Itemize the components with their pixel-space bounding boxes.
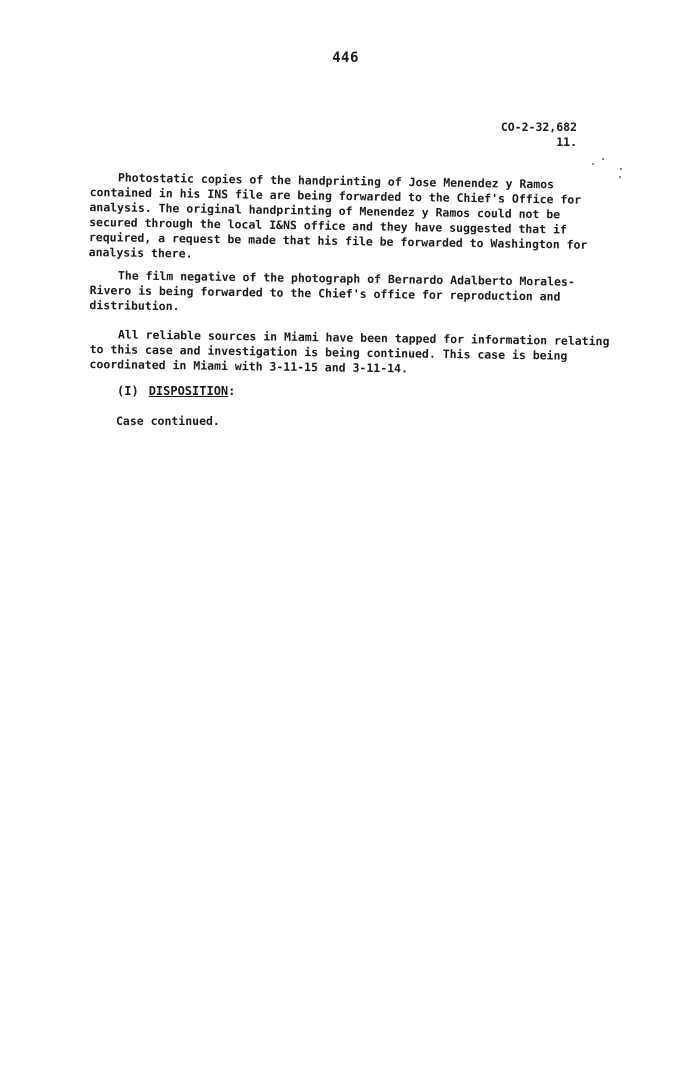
paragraph-film-negative: [89, 268, 610, 320]
scan-speck: [619, 176, 621, 178]
paragraph-text: Photostatic copies of the handprinting of Jose Menendez y Ramos contained in his INS file are being forwarded to the Chief's Office for analysis. The original handprinting of Menendez y Ramos could not be secured through the local I&NS office and they have suggested that if required, a request be made that his file be forwarded to Washington for analysis there.: [88, 170, 588, 261]
case-status: Case continued.: [116, 414, 220, 428]
section-marker: (I): [117, 384, 139, 398]
paragraph-sources: [89, 327, 610, 379]
file-reference-block: [501, 120, 577, 150]
paragraph-text: All reliable sources in Miami have been tapped for information relating to this case and investigation is being continued. This case is being coordinated in Miami with 3-11-15 and 3-11-14.: [89, 327, 610, 376]
disposition-heading: [117, 384, 235, 398]
paragraph-text: The film negative of the photograph of Bernardo Adalberto Morales-Rivero is being forwarded to the Chief's office for reproduction and distribution.: [89, 268, 575, 314]
scan-speck: [592, 163, 594, 165]
disposition-label: DISPOSITION: [148, 384, 229, 398]
paragraph-handprinting: [89, 170, 610, 268]
scan-speck: [602, 158, 604, 160]
disposition-colon: :: [228, 384, 236, 398]
page-number: 446: [332, 50, 359, 66]
scan-speck: [620, 168, 622, 170]
sheet-number: 11.: [556, 135, 577, 149]
file-reference-number: CO-2-32,682: [500, 120, 577, 134]
